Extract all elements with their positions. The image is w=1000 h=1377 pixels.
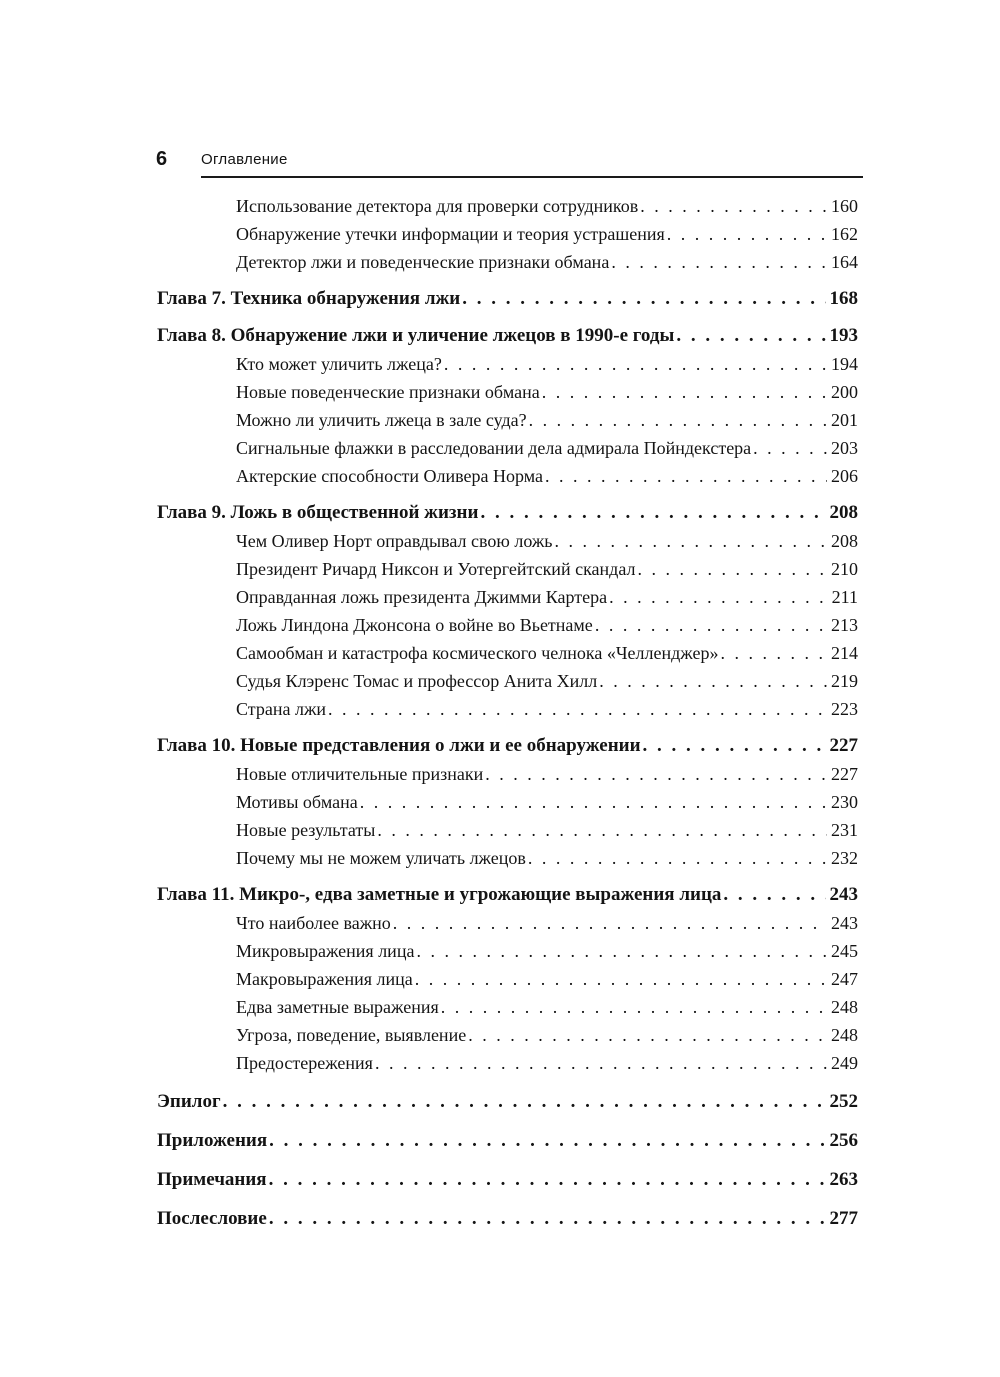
toc-entry-label: Новые отличительные признаки [236,764,484,784]
toc-row [157,639,858,667]
toc-row [157,760,858,788]
toc-entry-label: Президент Ричард Никсон и Уотергейтский скандал [236,559,636,579]
toc-entry-page: 248 [831,997,858,1017]
toc-entry-page: 223 [831,699,858,719]
toc-row [157,1049,858,1077]
toc-entry-page: 210 [831,559,858,579]
dot-leader [480,499,825,527]
toc-entry-label: Глава 8. Обнаружение лжи и уличение лжецов в 1990-е годы [157,325,675,346]
toc-row [157,1166,858,1194]
dot-leader [753,434,827,462]
toc-entry-label: Можно ли уличить лжеца в зале суда? [236,410,527,430]
toc-row [157,406,858,434]
toc-row [157,434,858,462]
toc-row [157,248,858,276]
toc-entry-label: Почему мы не можем уличать лжецов [236,848,526,868]
toc-row [157,583,858,611]
toc-entry-label: Ложь Линдона Джонсона о войне во Вьетнаме [236,615,593,635]
dot-leader [269,1166,826,1194]
toc-entry-page: 227 [831,764,858,784]
toc-row [157,350,858,378]
toc-entry-page: 194 [831,354,858,374]
toc-entry-label: Примечания [157,1169,267,1190]
page-number: 6 [156,148,168,170]
toc-entry-label: Чем Оливер Норт оправдывал свою ложь [236,531,553,551]
dot-leader [545,462,827,490]
toc-entry-page: 201 [831,410,858,430]
toc-row [157,378,858,406]
toc-entry-page: 252 [829,1091,858,1112]
toc-entry-page: 263 [829,1169,858,1190]
toc-row [157,909,858,937]
toc-entry-page: 208 [829,502,858,523]
toc-entry-label: Едва заметные выражения [236,997,439,1017]
dot-leader [542,378,827,406]
toc-row [157,1205,858,1233]
toc-row [157,881,858,909]
toc-row [157,965,858,993]
toc-entry-page: 211 [831,587,858,607]
toc-entry-page: 200 [831,382,858,402]
toc-entry-label: Глава 11. Микро-, едва заметные и угрожающие выражения лица [157,884,722,905]
toc-entry-label: Микровыражения лица [236,941,415,961]
dot-leader [441,993,827,1021]
dot-leader [720,639,827,667]
toc-entry-page: 249 [831,1053,858,1073]
toc-entry-label: Обнаружение утечки информации и теория устрашения [236,224,665,244]
toc-row [157,993,858,1021]
toc-row [157,499,858,527]
toc-row [157,611,858,639]
toc-entry-page: 232 [831,848,858,868]
toc-entry-page: 256 [829,1130,858,1151]
dot-leader [599,667,827,695]
toc-entry-label: Приложения [157,1130,268,1151]
dot-leader [269,1205,826,1233]
toc-row [157,788,858,816]
toc-entry-page: 219 [831,671,858,691]
toc-row [157,1088,858,1116]
toc-entry-page: 206 [831,466,858,486]
toc-entry-label: Глава 10. Новые представления о лжи и ее обнаружении [157,735,641,756]
toc-entry-label: Глава 9. Ложь в общественной жизни [157,502,479,523]
dot-leader [416,937,827,965]
dot-leader [328,695,827,723]
toc-row [157,192,858,220]
running-header-title: Оглавление [201,151,288,168]
dot-leader [637,555,827,583]
dot-leader [640,192,827,220]
toc-entry-label: Послесловие [157,1208,267,1229]
dot-leader [223,1088,826,1116]
toc-entry-page: 193 [829,325,858,346]
dot-leader [393,909,827,937]
dot-leader [360,788,827,816]
toc-row [157,462,858,490]
dot-leader [528,844,827,872]
toc-row [157,695,858,723]
toc-entry-label: Детектор лжи и поведенческие признаки обмана [236,252,610,272]
toc-row [157,1021,858,1049]
toc-entry-page: 245 [831,941,858,961]
toc-entry-page: 208 [831,531,858,551]
dot-leader [611,248,827,276]
toc-entry-label: Судья Клэренс Томас и профессор Анита Хилл [236,671,598,691]
toc-row [157,1127,858,1155]
toc-entry-label: Макровыражения лица [236,969,413,989]
dot-leader [468,1021,827,1049]
dot-leader [595,611,827,639]
toc-entry-page: 214 [831,643,858,663]
dot-leader [375,1049,827,1077]
toc-entry-page: 203 [831,438,858,458]
dot-leader [667,220,827,248]
toc-entry-page: 227 [829,735,858,756]
toc-entry-label: Самообман и катастрофа космического челнока «Челленджер» [236,643,719,663]
toc-entry-label: Угроза, поведение, выявление [236,1025,467,1045]
dot-leader [723,881,825,909]
toc-entry-page: 231 [831,820,858,840]
running-header [201,151,863,178]
dot-leader [609,583,828,611]
toc-entry-label: Предостережения [236,1053,373,1073]
toc-entry-page: 213 [831,615,858,635]
toc-row [157,732,858,760]
toc-entry-label: Эпилог [157,1091,221,1112]
toc-entry-label: Актерские способности Оливера Норма [236,466,543,486]
toc-row [157,220,858,248]
toc-row [157,816,858,844]
dot-leader [269,1127,825,1155]
toc-entry-page: 162 [831,224,858,244]
dot-leader [555,527,827,555]
dot-leader [529,406,827,434]
toc-entry-page: 160 [831,196,858,216]
toc-entry-page: 168 [829,288,858,309]
toc-entry-page: 243 [829,884,858,905]
toc-row [157,844,858,872]
toc-entry-label: Новые результаты [236,820,376,840]
toc-list [157,192,858,1233]
dot-leader [485,760,827,788]
toc-entry-label: Страна лжи [236,699,327,719]
toc-row [157,667,858,695]
toc-entry-page: 230 [831,792,858,812]
toc-entry-page: 277 [829,1208,858,1229]
dot-leader [415,965,827,993]
toc-row [157,555,858,583]
toc-entry-page: 243 [831,913,858,933]
dot-leader [462,285,825,313]
dot-leader [444,350,827,378]
toc-entry-label: Что наиболее важно [236,913,391,933]
toc-entry-label: Сигнальные флажки в расследовании дела адмирала Пойндекстера [236,438,752,458]
toc-row [157,527,858,555]
toc-entry-label: Использование детектора для проверки сотрудников [236,196,639,216]
toc-row [157,322,858,350]
dot-leader [377,816,827,844]
toc-entry-label: Оправданная ложь президента Джимми Картера [236,587,608,607]
toc-row [157,937,858,965]
toc-row [157,285,858,313]
toc-entry-page: 164 [831,252,858,272]
toc-entry-label: Новые поведенческие признаки обмана [236,382,540,402]
toc-entry-page: 247 [831,969,858,989]
toc-entry-label: Кто может уличить лжеца? [236,354,442,374]
toc-entry-label: Мотивы обмана [236,792,358,812]
dot-leader [643,732,826,760]
dot-leader [676,322,825,350]
toc-entry-label: Глава 7. Техника обнаружения лжи [157,288,461,309]
toc-entry-page: 248 [831,1025,858,1045]
